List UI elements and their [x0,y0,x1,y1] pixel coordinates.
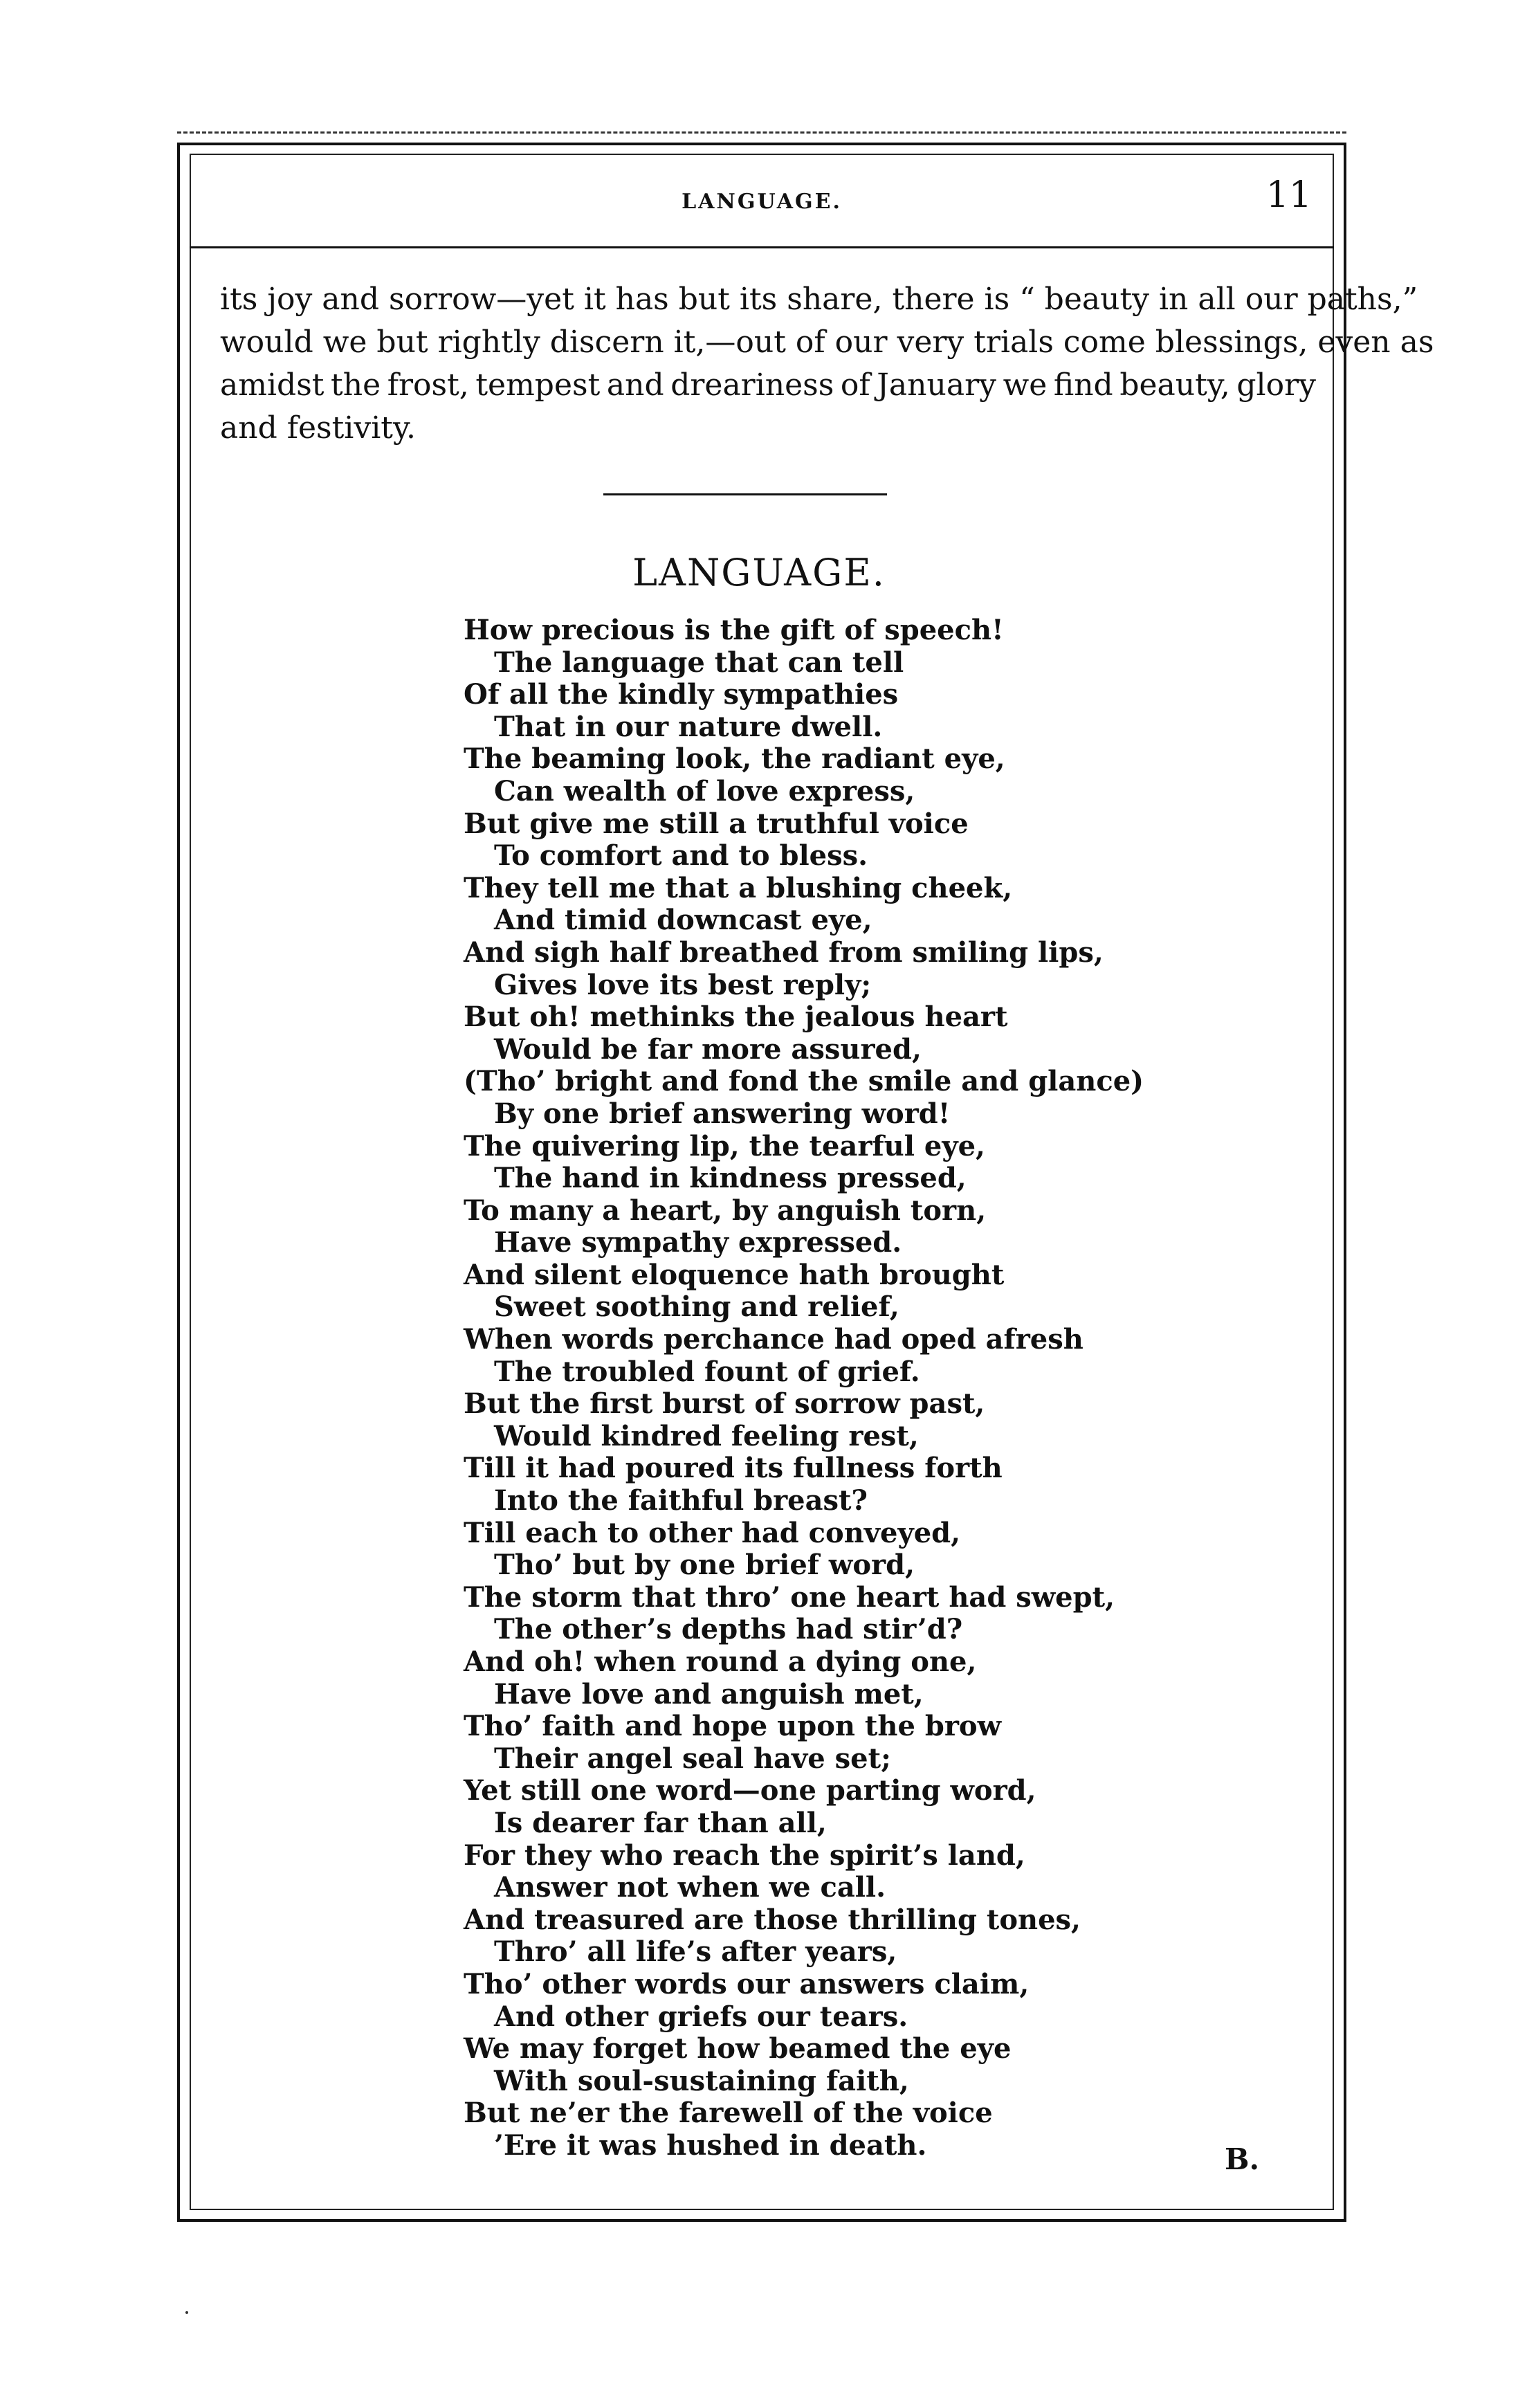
prose-line: and festivity. [220,410,416,446]
poem-line: The beaming look, the radiant eye, [464,742,1005,776]
header-rule [190,246,1334,248]
poem-signature: B. [1225,2142,1260,2176]
poem-line: They tell me that a blushing cheek, [464,871,1013,904]
print-speck [185,2311,188,2314]
section-divider [603,493,887,495]
poem-line: Is dearer far than all, [494,1806,827,1839]
poem-line: Would kindred feeling rest, [494,1419,919,1452]
poem-line: Have sympathy expressed. [494,1226,902,1259]
poem-line: The language that can tell [494,646,904,679]
poem-line: Their angel seal have set; [494,1742,891,1775]
prose-line: would we but rightly discern it,—out of our very trials come blessings, even as [220,325,1434,360]
poem-line: But the first burst of sorrow past, [464,1387,985,1421]
poem-line: Yet still one word—one parting word, [464,1774,1036,1807]
page-number: 11 [1265,174,1312,216]
poem-line: When words perchance had oped afresh [464,1323,1083,1356]
poem-line: The other’s depths had stir’d? [494,1613,963,1646]
poem-line: The storm that thro’ one heart had swept, [464,1580,1115,1614]
poem-line: Gives love its best reply; [494,968,872,1001]
poem-line: (Tho’ bright and fond the smile and glance) [464,1065,1144,1098]
poem-line: Tho’ faith and hope upon the brow [464,1710,1002,1743]
poem-line: Till each to other had conveyed, [464,1516,961,1549]
poem-line: The troubled fount of grief. [494,1355,920,1388]
poem-body [464,614,1259,2162]
poem-line: Answer not when we call. [494,1871,886,1904]
poem-line: That in our nature dwell. [494,710,883,743]
poem-line: And treasured are those thrilling tones, [464,1903,1081,1936]
poem-line: But oh! methinks the jealous heart [464,1001,1008,1034]
poem-line: Tho’ but by one brief word, [494,1549,915,1582]
poem-line: To many a heart, by anguish torn, [464,1194,987,1227]
running-title: LANGUAGE. [682,190,842,214]
poem-line: How precious is the gift of speech! [464,614,1004,646]
poem-line: The quivering lip, the tearful eye, [464,1129,985,1162]
poem-line: Can wealth of love express, [494,774,915,808]
poem-line: For they who reach the spirit’s land, [464,1839,1025,1872]
poem-title: LANGUAGE. [632,551,886,594]
poem-line: And oh! when round a dying one, [464,1645,977,1678]
poem-line: Would be far more assured, [494,1032,922,1066]
poem-line: Tho’ other words our answers claim, [464,1967,1030,2000]
poem-line: By one brief answering word! [494,1097,951,1130]
prose-line: its joy and sorrow—yet it has but its share, there is “ beauty in all our paths,” [220,282,1418,317]
poem-line: Have love and anguish met, [494,1677,924,1711]
prose-line: amidst the frost, tempest and dreariness of January we find beauty, glory [220,367,1316,403]
poem-line: Sweet soothing and relief, [494,1290,899,1324]
top-dashed-rule [177,131,1346,134]
poem-line: Till it had poured its fullness forth [464,1452,1003,1485]
poem-line: But ne’er the farewell of the voice [464,2097,993,2130]
poem-line: We may forget how beamed the eye [464,2032,1012,2065]
poem-line: And silent eloquence hath brought [464,1258,1005,1291]
poem-line: The hand in kindness pressed, [494,1162,967,1195]
poem-line: With soul-sustaining faith, [494,2064,909,2097]
poem-line: And other griefs our tears. [494,2000,908,2033]
poem-line: To comfort and to bless. [494,839,868,873]
page-header [205,173,1319,242]
poem-line: ’Ere it was hushed in death. [494,2128,927,2162]
poem-line: And timid downcast eye, [494,904,872,937]
poem-line: Of all the kindly sympathies [464,678,899,711]
prose-paragraph [220,278,1434,450]
poem-line: Into the faithful breast? [494,1484,868,1517]
poem-line: But give me still a truthful voice [464,807,969,840]
poem-line: And sigh half breathed from smiling lips, [464,936,1104,969]
poem-line: Thro’ all life’s after years, [494,1935,897,1969]
